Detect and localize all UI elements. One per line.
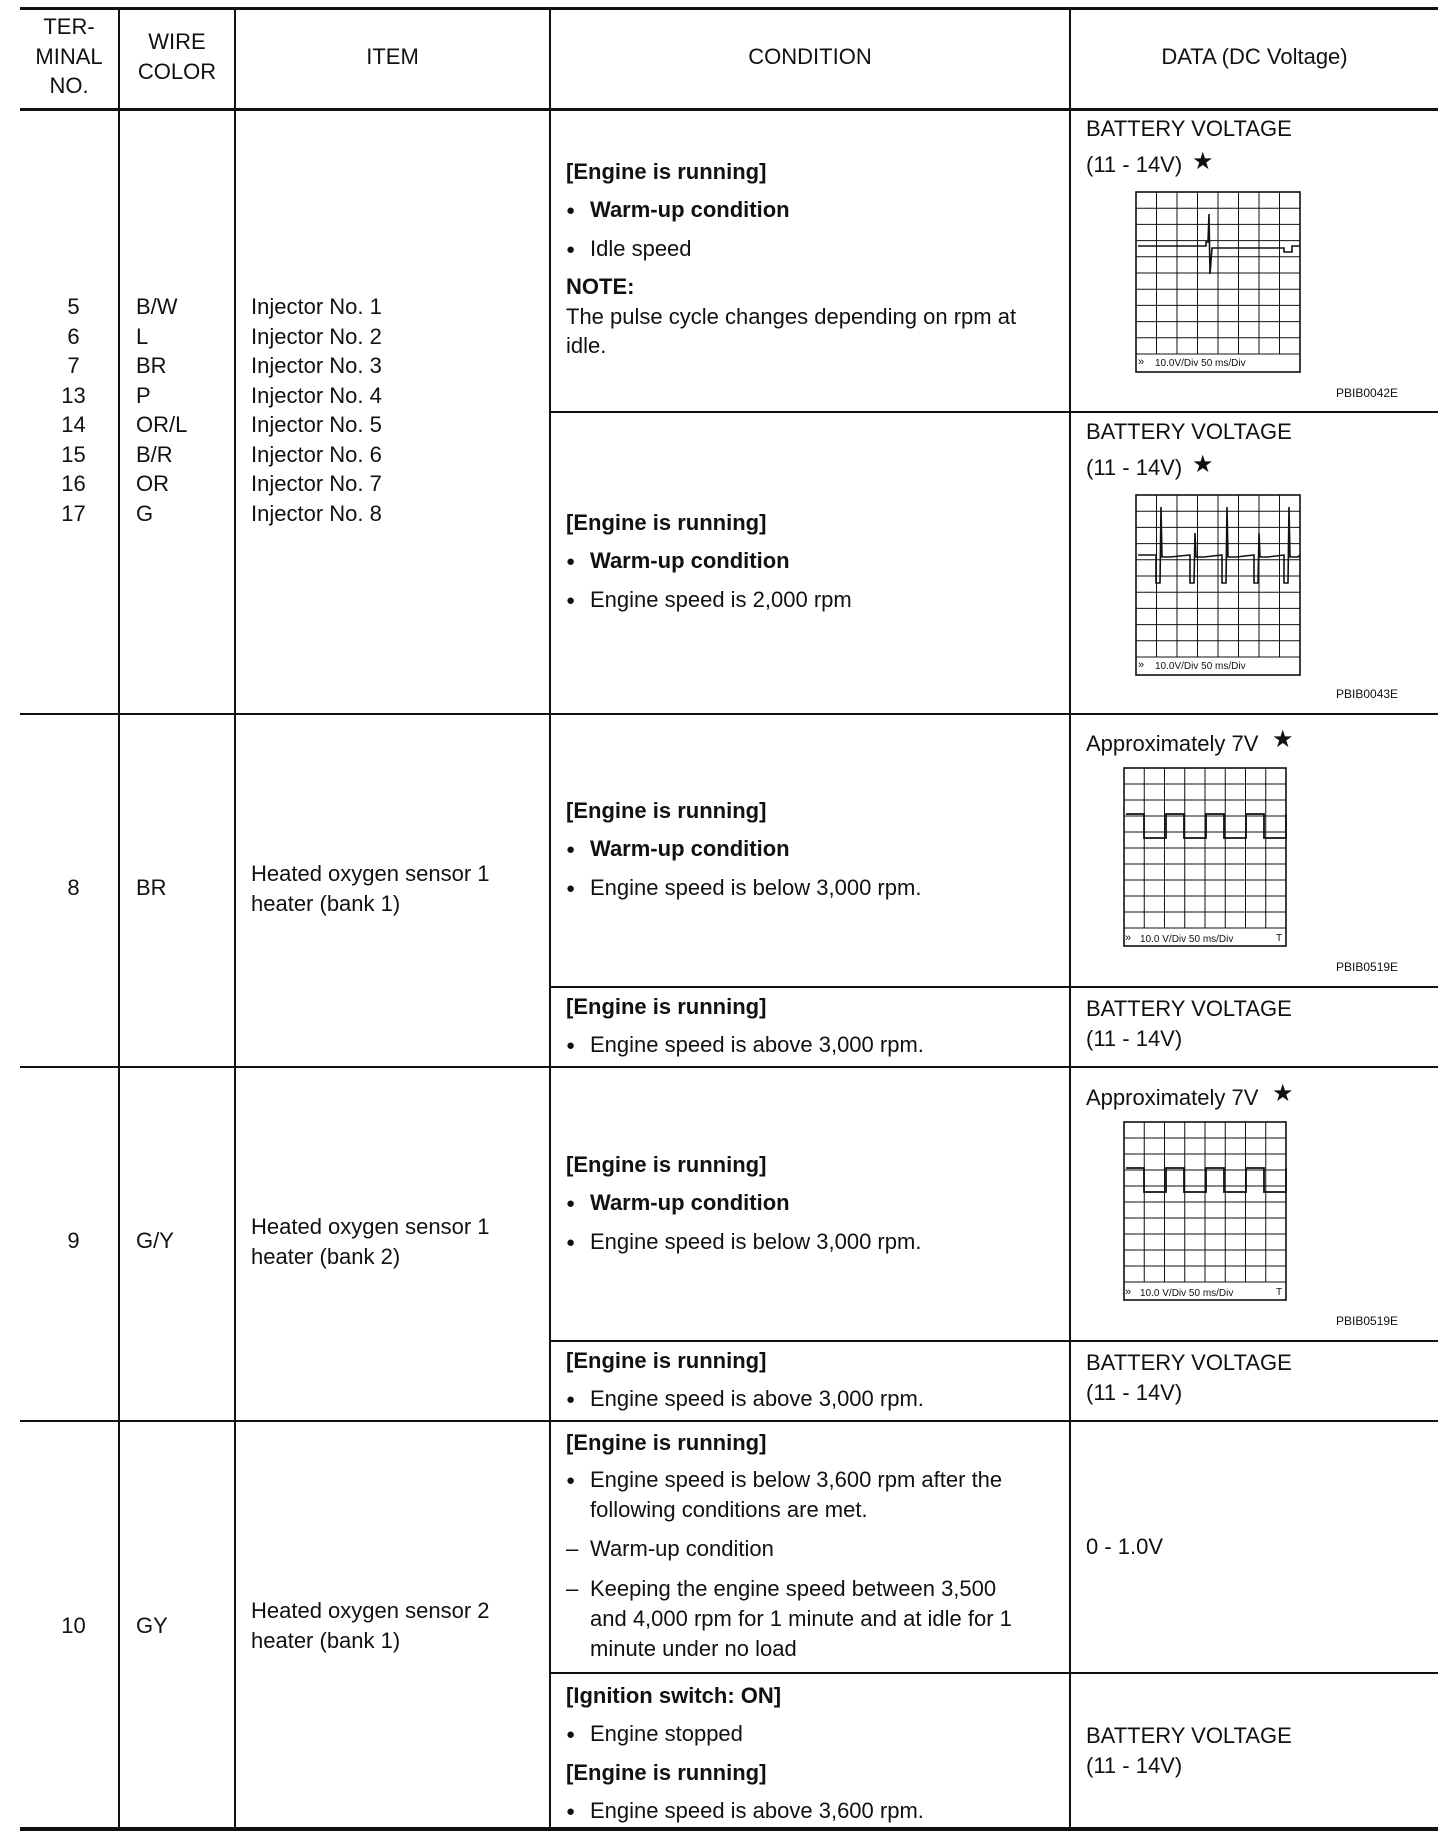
condition-subitem: and 4,000 rpm for 1 minute and at idle for 1 [590,1606,1012,1631]
header-condition: CONDITION [748,44,872,69]
data-value: Approximately 7V [1086,1085,1259,1110]
condition-bullet: following conditions are met. [590,1497,868,1522]
row-divider [20,1420,1438,1422]
row4-item: Heated oxygen sensor 2 heater (bank 1) [251,1598,490,1653]
oscilloscope-waveform-injector-2000rpm [1134,493,1304,678]
sub-row-divider [549,1672,1438,1674]
condition-subitem: Keeping the engine speed between 3,500 [590,1576,997,1601]
bullet-icon: ● [566,202,576,219]
condition-bullet: Engine speed is above 3,000 rpm. [590,1032,924,1057]
row4-wire-color: GY [136,1613,168,1638]
row1-wire-colors: B/W L BR P OR/L B/R OR G [136,294,188,526]
scope-label: 10.0V/Div 50 ms/Div [1155,358,1246,369]
oscilloscope-waveform-ho2s1-bank1 [1122,766,1290,948]
bullet-icon: ● [566,1726,576,1743]
data-value: (11 - 14V) [1086,152,1183,177]
condition-bullet: Warm-up condition [590,548,790,573]
star-icon: ★ [1272,726,1294,753]
row2-wire-color: BR [136,875,167,900]
condition-heading: [Engine is running] [566,510,767,535]
sub-row-divider [549,411,1438,413]
scope-trigger-label: T [1276,933,1283,944]
bullet-icon: ● [566,1391,576,1408]
scope-arrow-icon: » [1125,932,1132,944]
bullet-icon: ● [566,880,576,897]
row1-terminals: 5 6 7 13 14 15 16 17 [61,294,86,526]
table-top-border [20,7,1438,10]
condition-bullet: Engine speed is below 3,600 rpm after the [590,1467,1003,1492]
condition-bullet: Engine speed is below 3,000 rpm. [590,1229,922,1254]
oscilloscope-waveform-injector-idle [1134,190,1304,375]
bullet-icon: ● [566,592,576,609]
data-value: BATTERY VOLTAGE [1086,996,1292,1021]
column-divider [549,8,551,1829]
bullet-icon: ● [566,1234,576,1251]
row3-item: Heated oxygen sensor 1 heater (bank 2) [251,1214,490,1269]
sub-row-divider [549,986,1438,988]
bullet-icon: ● [566,1195,576,1212]
condition-heading: [Engine is running] [566,1760,767,1785]
header-data: DATA (DC Voltage) [1161,44,1348,69]
condition-bullet: Engine speed is above 3,000 rpm. [590,1386,924,1411]
condition-heading: [Engine is running] [566,1430,767,1455]
bullet-icon: ● [566,241,576,258]
row3-wire-color: G/Y [136,1228,174,1253]
scope-arrow-icon: » [1138,356,1145,368]
condition-subitem: minute under no load [590,1636,797,1661]
row2-item: Heated oxygen sensor 1 heater (bank 1) [251,861,490,916]
dash-icon: – [566,1536,579,1561]
condition-heading: [Ignition switch: ON] [566,1683,782,1708]
scope-trigger-label: T [1276,1287,1283,1298]
header-wire-color: WIRE COLOR [137,29,217,84]
figure-code: PBIB0043E [1336,687,1399,701]
oscilloscope-waveform-ho2s1-bank2 [1122,1120,1290,1302]
condition-heading: [Engine is running] [566,798,767,823]
condition-bullet: Warm-up condition [590,836,790,861]
scope-label: 10.0V/Div 50 ms/Div [1155,661,1246,672]
figure-code: PBIB0042E [1336,386,1399,400]
data-value: (11 - 14V) [1086,455,1183,480]
star-icon: ★ [1192,451,1214,478]
figure-code: PBIB0519E [1336,960,1399,974]
row-divider [20,713,1438,715]
row4-terminal: 10 [61,1613,86,1638]
column-divider [234,8,236,1829]
bullet-icon: ● [566,1037,576,1054]
condition-heading: [Engine is running] [566,1348,767,1373]
data-value: 0 - 1.0V [1086,1534,1164,1559]
star-icon: ★ [1192,148,1214,175]
dash-icon: – [566,1576,579,1601]
scope-arrow-icon: » [1125,1286,1132,1298]
condition-bullet: Warm-up condition [590,197,790,222]
condition-bullet: Idle speed [590,236,692,261]
bullet-icon: ● [566,553,576,570]
bullet-icon: ● [566,1803,576,1820]
condition-bullet: Engine speed is 2,000 rpm [590,587,852,612]
data-value: (11 - 14V) [1086,1380,1183,1405]
note-label: NOTE: [566,274,635,299]
column-divider [1069,8,1071,1829]
data-value: Approximately 7V [1086,731,1259,756]
star-icon: ★ [1272,1080,1294,1107]
sub-row-divider [549,1340,1438,1342]
column-divider [118,8,120,1829]
condition-heading: [Engine is running] [566,994,767,1019]
data-value: BATTERY VOLTAGE [1086,419,1292,444]
bullet-icon: ● [566,1472,576,1489]
condition-bullet: Engine speed is above 3,600 rpm. [590,1798,924,1823]
row1-items: Injector No. 1 Injector No. 2 Injector No. 3 Injector No. 4 Injector No. 5 Injector No. 6 Injector No. 7 Injector No. 8 [251,294,382,526]
condition-bullet: Warm-up condition [590,1190,790,1215]
header-item: ITEM [366,44,419,69]
data-value: BATTERY VOLTAGE [1086,116,1292,141]
scope-label: 10.0 V/Div 50 ms/Div [1140,934,1234,945]
condition-heading: [Engine is running] [566,159,767,184]
row3-terminal: 9 [67,1228,80,1253]
bullet-icon: ● [566,841,576,858]
condition-subitem: Warm-up condition [590,1536,774,1561]
condition-bullet: Engine speed is below 3,000 rpm. [590,875,922,900]
condition-heading: [Engine is running] [566,1152,767,1177]
header-bottom-border [20,108,1438,111]
data-value: BATTERY VOLTAGE [1086,1723,1292,1748]
header-terminal-no: TER- MINAL NO. [35,14,103,98]
table-bottom-border [20,1827,1438,1831]
condition-bullet: Engine stopped [590,1721,743,1746]
row-divider [20,1066,1438,1068]
data-value: BATTERY VOLTAGE [1086,1350,1292,1375]
scope-arrow-icon: » [1138,659,1145,671]
figure-code: PBIB0519E [1336,1314,1399,1328]
row2-terminal: 8 [67,875,80,900]
note-text: The pulse cycle changes depending on rpm at [566,304,1017,329]
data-value: (11 - 14V) [1086,1753,1183,1778]
scope-label: 10.0 V/Div 50 ms/Div [1140,1288,1234,1299]
data-value: (11 - 14V) [1086,1026,1183,1051]
note-text: idle. [566,333,607,358]
